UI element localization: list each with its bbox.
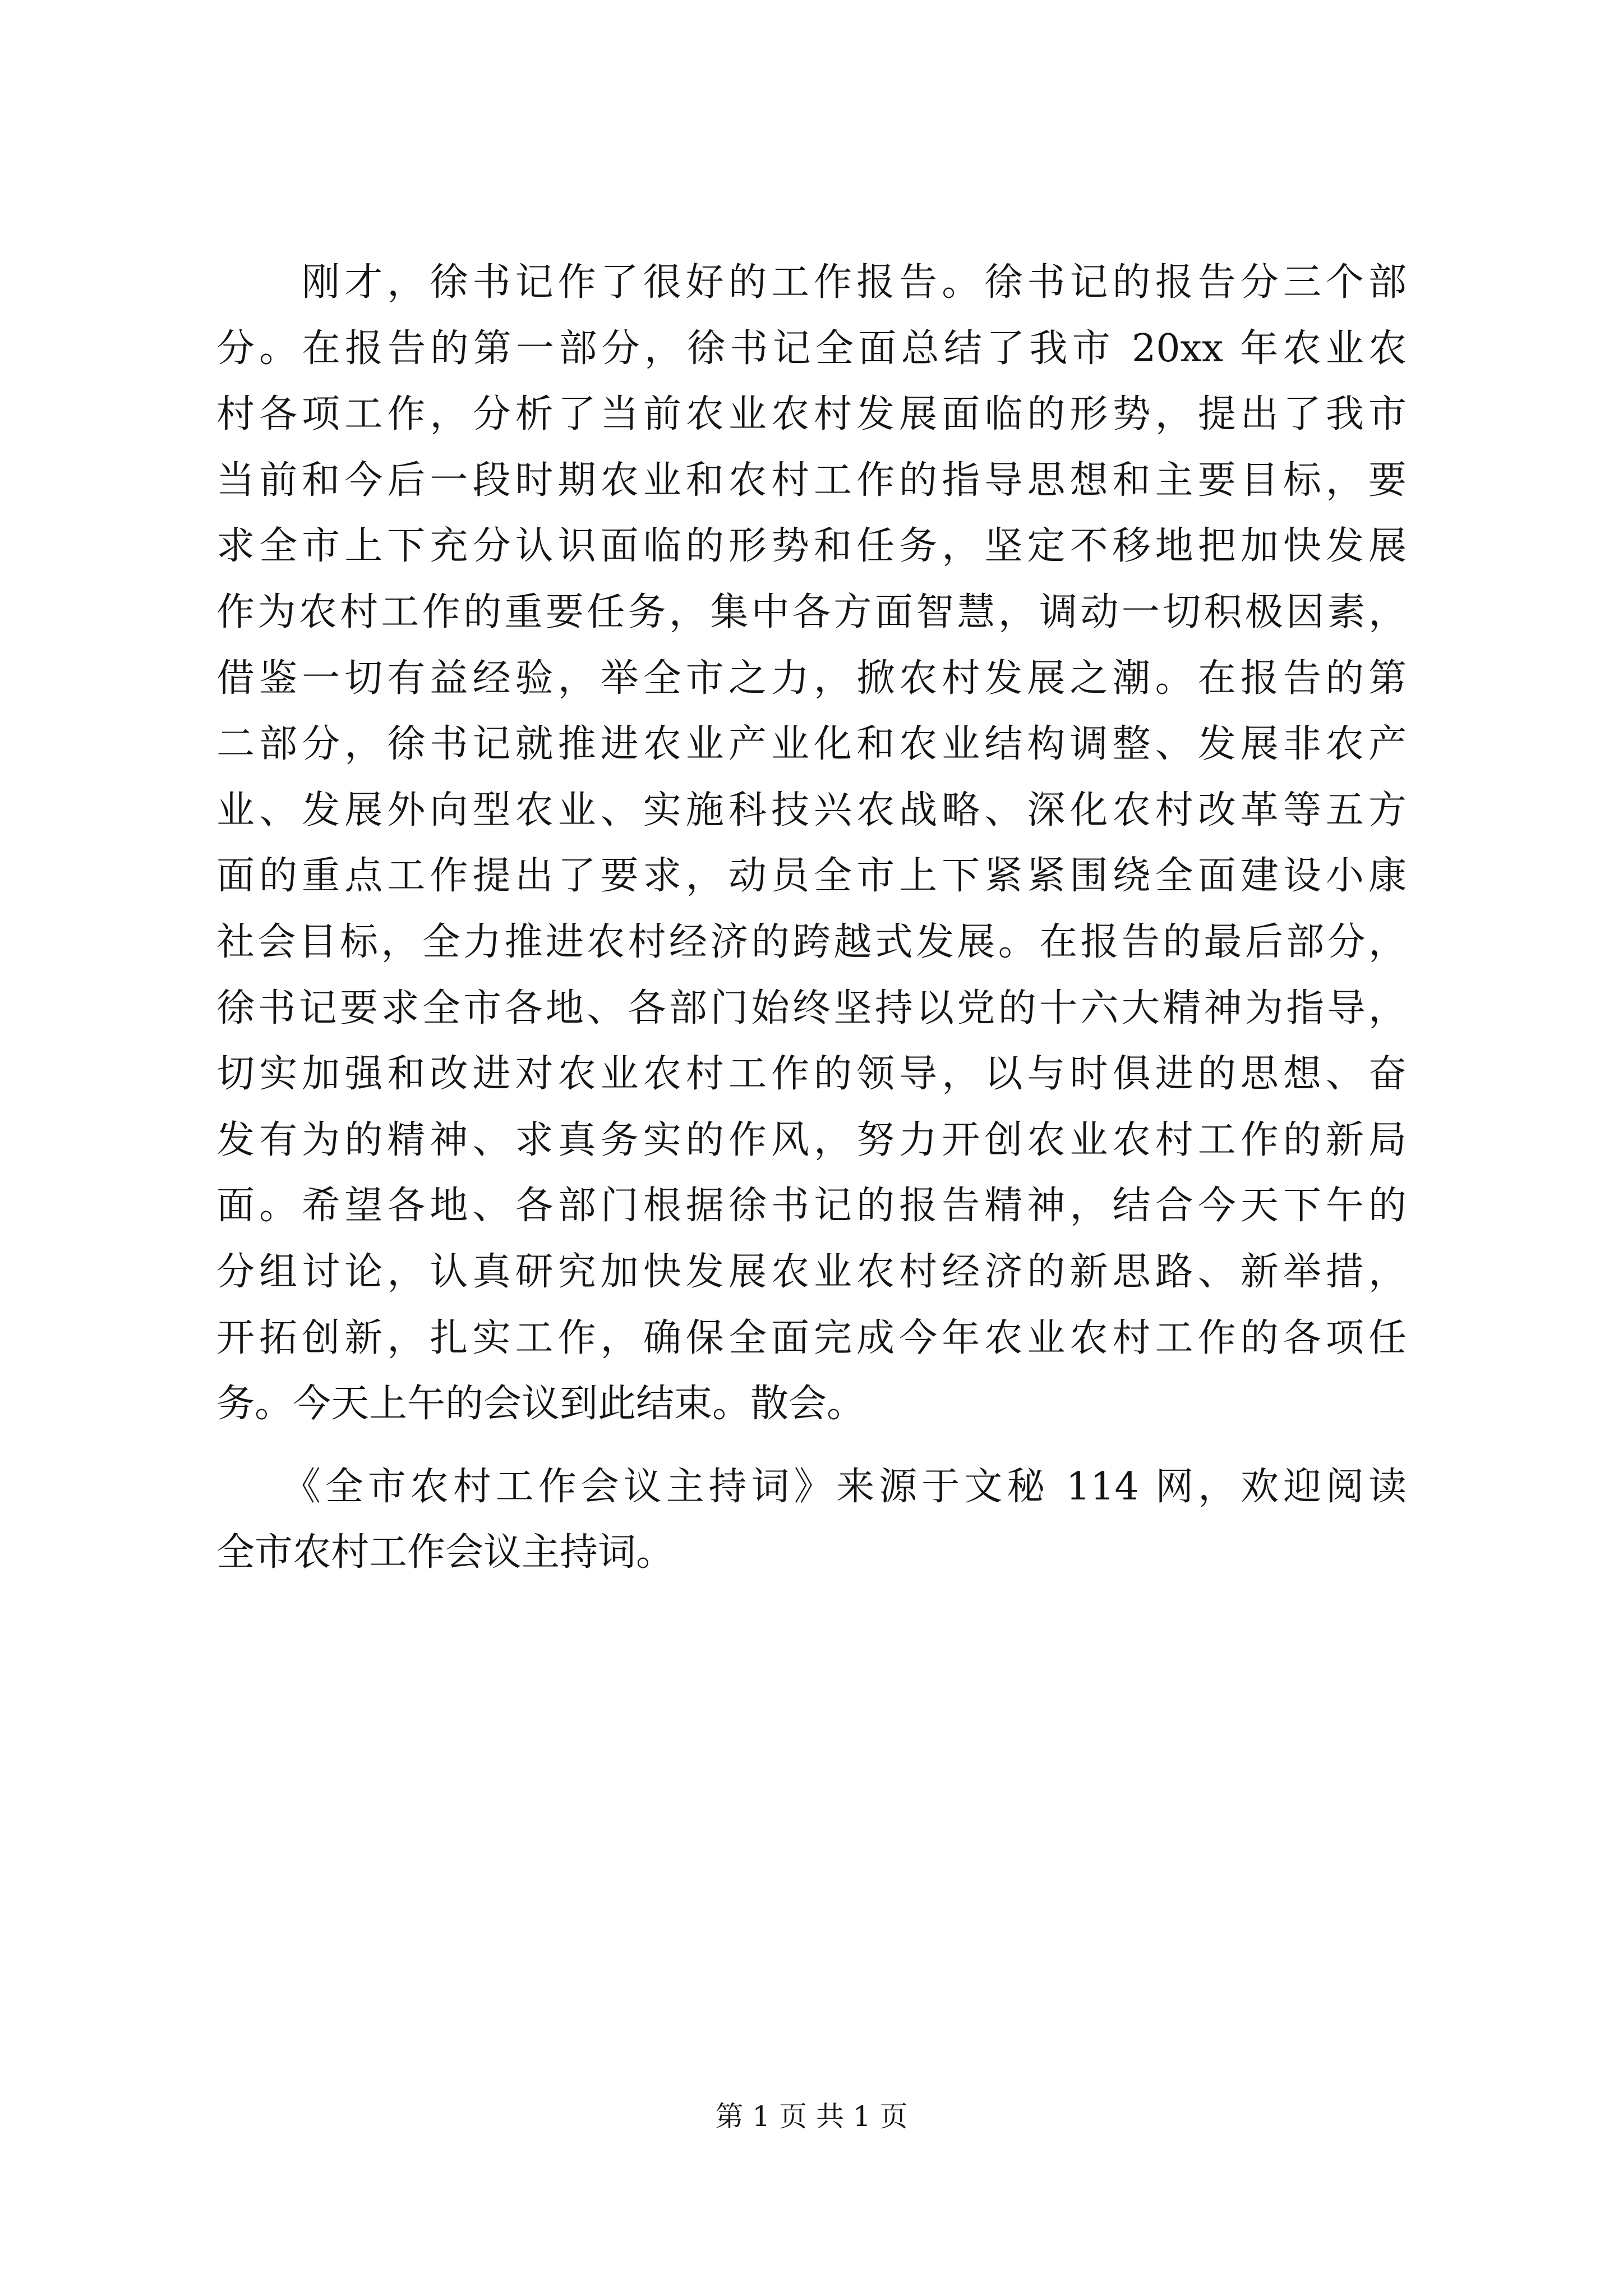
text-line: 二部分，徐书记就推进农业产业化和农业结构调整、发展非农产 — [216, 722, 1407, 767]
text-line: 面的重点工作提出了要求，动员全市上下紧紧围绕全面建设小康 — [216, 854, 1407, 899]
text-line: 切实加强和改进对农业农村工作的领导，以与时俱进的思想、奋 — [216, 1052, 1407, 1097]
text-line: 当前和今后一段时期农业和农村工作的指导思想和主要目标，要 — [216, 458, 1407, 503]
text-line: 《全市农村工作会议主持词》来源于文秘 114 网，欢迎阅读 — [216, 1464, 1407, 1509]
text-line: 务。今天上午的会议到此结束。散会。 — [216, 1382, 865, 1427]
text-line: 业、发展外向型农业、实施科技兴农战略、深化农村改革等五方 — [216, 788, 1407, 832]
text-line: 求全市上下充分认识面临的形势和任务，坚定不移地把加快发展 — [216, 524, 1407, 569]
text-line: 全市农村工作会议主持词。 — [216, 1530, 675, 1575]
text-line: 面。希望各地、各部门根据徐书记的报告精神，结合今天下午的 — [216, 1184, 1407, 1228]
paragraph-spacing — [216, 1437, 1407, 1454]
text-line: 分。在报告的第一部分，徐书记全面总结了我市 20xx 年农业农 — [216, 326, 1407, 371]
text-line: 分组讨论，认真研究加快发展农业农村经济的新思路、新举措， — [216, 1249, 1407, 1294]
text-line: 作为农村工作的重要任务，集中各方面智慧，调动一切积极因素， — [216, 590, 1407, 634]
text-line: 借鉴一切有益经验，举全市之力，掀农村发展之潮。在报告的第 — [216, 656, 1407, 701]
text-line: 徐书记要求全市各地、各部门始终坚持以党的十六大精神为指导， — [216, 986, 1407, 1030]
text-line: 刚才，徐书记作了很好的工作报告。徐书记的报告分三个部 — [216, 260, 1407, 305]
page-number-footer: 第 1 页 共 1 页 — [715, 2100, 908, 2133]
paragraph — [216, 1454, 1407, 1586]
text-line: 开拓创新，扎实工作，确保全面完成今年农业农村工作的各项任 — [216, 1315, 1407, 1360]
text-line: 社会目标，全力推进农村经济的跨越式发展。在报告的最后部分， — [216, 919, 1407, 964]
document-body — [216, 250, 1407, 1586]
text-line: 村各项工作，分析了当前农业农村发展面临的形势，提出了我市 — [216, 392, 1407, 437]
paragraph — [216, 250, 1407, 1437]
text-line: 发有为的精神、求真务实的作风，努力开创农业农村工作的新局 — [216, 1117, 1407, 1162]
